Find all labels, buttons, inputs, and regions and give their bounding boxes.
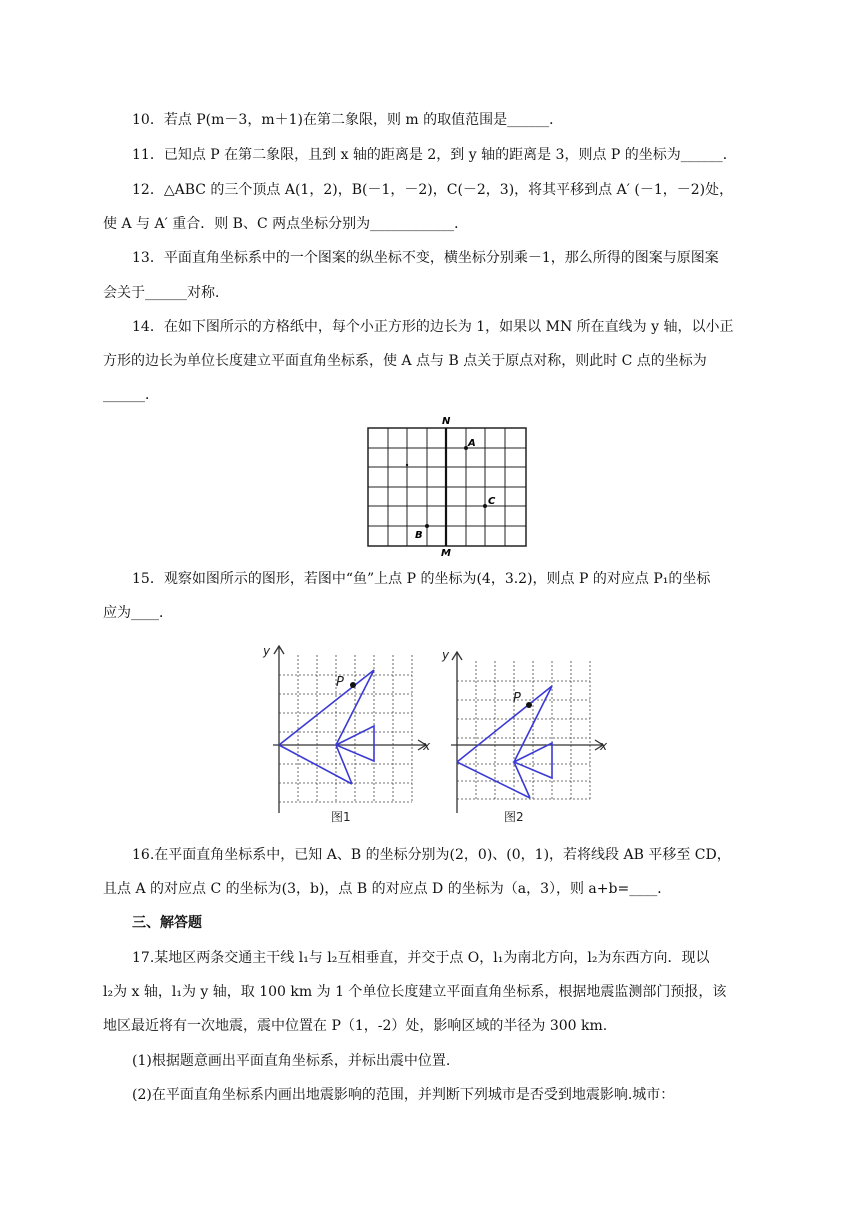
q10-line: 10．若点 P(m－3，m＋1)在第二象限，则 m 的取值范围是______．: [132, 112, 564, 128]
q15-cont-line: 应为____．: [103, 605, 173, 621]
q14-line: 14．在如下图所示的方格纸中，每个小正方形的边长为 1，如果以 MN 所在直线为 y 轴，以小正: [132, 319, 734, 335]
q14-cont-line: 方形的边长为单位长度建立平面直角坐标系，使 A 点与 B 点关于原点对称，则此时 C 点的坐标为: [103, 353, 707, 369]
q16-cont-line: 且点 A 的对应点 C 的坐标为(3，b)，点 B 的对应点 D 的坐标为（a，3），则 a+b=____．: [103, 881, 672, 897]
q17-part1-line: (1)根据题意画出平面直角坐标系，并标出震中位置.: [132, 1053, 451, 1069]
fish2-label-x: x: [600, 739, 608, 753]
q11-line: 11．已知点 P 在第二象限，且到 x 轴的距离是 2，到 y 轴的距离是 3，则点 P 的坐标为______．: [132, 147, 737, 163]
q16-line: 16.在平面直角坐标系中，已知 A、B 的坐标分别为(2，0)、(0，1)，若将线段 AB 平移至 CD，: [132, 847, 731, 863]
q17-cont-line-1: l₂为 x 轴，l₁为 y 轴，取 100 km 为 1 个单位长度建立平面直角坐标系，根据地震监测部门预报，该: [103, 984, 727, 1000]
fish-figure-2: [441, 648, 608, 824]
section-heading: 三、解答题: [132, 915, 202, 931]
fish-figure-1: [262, 644, 431, 824]
q12-cont-line: 使 A 与 A′ 重合．则 B、C 两点坐标分别为____________．: [103, 216, 469, 232]
q15-line: 15．观察如图所示的图形，若图中“鱼”上点 P 的坐标为(4，3.2)，则点 P 的对应点 P₁的坐标: [132, 571, 711, 587]
fish1-caption: 图1: [331, 810, 351, 824]
fish1-label-p: P: [336, 675, 344, 690]
grid-label-m: M: [441, 548, 451, 558]
q12-line: 12．△ABC 的三个顶点 A(1，2)，B(－1，－2)，C(－2，3)，将其平移到点 A′ (－1，－2)处，: [132, 182, 734, 198]
grid-label-b: B: [415, 530, 423, 541]
fish2-label-p: P: [513, 691, 521, 706]
q13-line: 13．平面直角坐标系中的一个图案的纵坐标不变，横坐标分别乘－1，那么所得的图案与原图案: [132, 250, 719, 266]
grid-label-c: C: [488, 496, 496, 507]
fish2-point-p1: [526, 702, 532, 708]
q17-cont-line-2: 地区最近将有一次地震，震中位置在 P（1，-2）处，影响区域的半径为 300 km.: [103, 1018, 608, 1034]
grid-point-b: [425, 524, 429, 528]
grid-figure: [360, 408, 540, 558]
q13-cont-line: 会关于______对称．: [103, 285, 229, 301]
fish1-label-y: y: [263, 644, 271, 658]
q17-part2-line: (2)在平面直角坐标系内画出地震影响的范围，并判断下列城市是否受到地震影响.城市：: [132, 1087, 675, 1103]
fish1-label-x: x: [423, 739, 431, 753]
q14-blank-line: ______．: [103, 387, 159, 403]
grid-point-c: [483, 504, 487, 508]
fish1-point-p: [350, 682, 356, 688]
grid-stray-dot: [406, 464, 408, 466]
fish-figure: [258, 638, 608, 828]
grid-label-n: N: [442, 416, 451, 427]
fish2-label-y: y: [442, 648, 450, 662]
grid-label-a: A: [468, 438, 476, 449]
q17-line: 17.某地区两条交通主干线 l₁与 l₂互相垂直，并交于点 O，l₁为南北方向，l₂为东西方向．现以: [132, 950, 710, 966]
fish2-caption: 图2: [504, 810, 524, 824]
